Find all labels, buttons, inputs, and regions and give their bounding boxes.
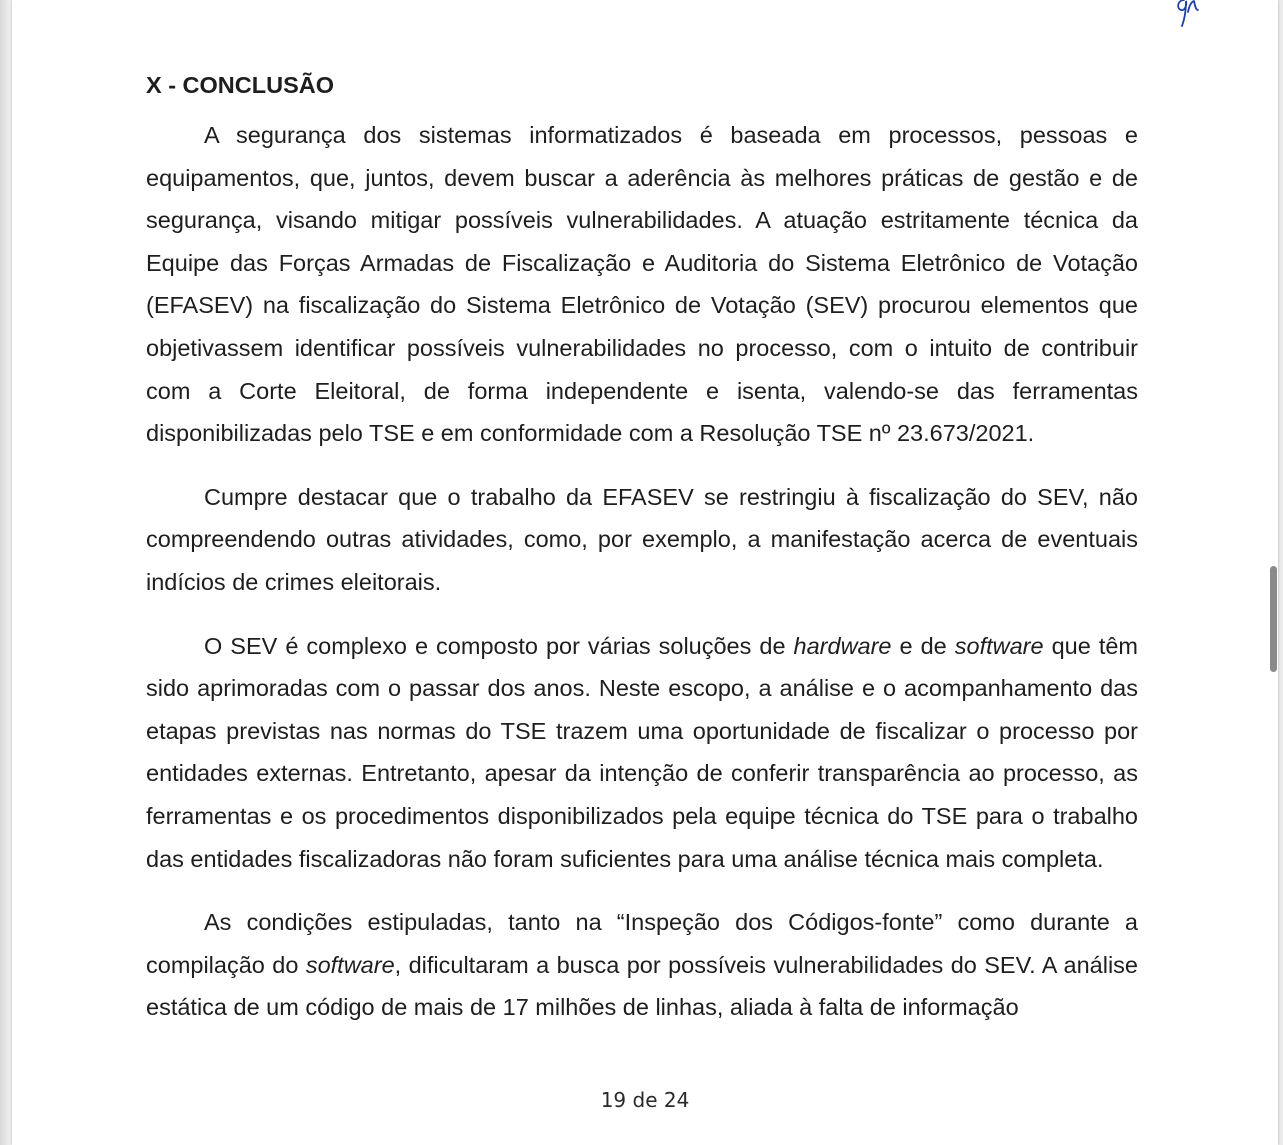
paragraph-3-text-a: O SEV é complexo e composto por várias soluções de bbox=[204, 632, 794, 659]
paragraph-3-text-b: e de bbox=[891, 632, 955, 659]
paragraph-4-text-a: As condições estipuladas, tanto na “Inspeção dos Códigos-fonte” como durante a compilação do bbox=[146, 909, 1138, 978]
document-page bbox=[12, 0, 1278, 1145]
paragraph-4-italic-software: software bbox=[305, 951, 395, 978]
paragraph-4-text-b: , dificultaram a busca por possíveis vulnerabilidades do SEV. A análise estática de um código de mais de 17 milhões de linhas, aliada à falta de informação bbox=[146, 951, 1138, 1021]
section-heading: X - CONCLUSÃO bbox=[146, 72, 334, 98]
paragraph-2 bbox=[146, 476, 1138, 604]
scrollbar-thumb[interactable] bbox=[1270, 566, 1277, 672]
paragraph-4 bbox=[146, 901, 1138, 1029]
paragraph-1 bbox=[146, 114, 1138, 455]
page-number: 19 de 24 bbox=[600, 1088, 690, 1112]
paragraph-3 bbox=[146, 625, 1138, 881]
paragraph-3-italic-hardware: hardware bbox=[793, 632, 892, 659]
paragraph-3-italic-software: software bbox=[954, 632, 1044, 659]
handwritten-initials-mark bbox=[1172, 0, 1206, 36]
paragraph-1-text: A segurança dos sistemas informatizados é baseada em processos, pessoas e equipamentos, que, juntos, devem buscar a aderência às melhores práticas de gestão e de segurança, visando mitigar possíveis vulnerabilidades. A atuação estritamente técnica da Equipe das Forças Armadas de Fiscalização e Auditoria do Sistema Eletrônico de Votação (EFASEV) na fiscalização do Sistema Eletrônico de Votação (SEV) procurou elementos que objetivassem identificar possíveis vulnerabilidades no processo, com o intuito de contribuir com a Corte Eleitoral, de forma independente e isenta, valendo-se das ferramentas disponibilizadas pelo TSE e em conformidade com a Resolução TSE nº 23.673/2021. bbox=[146, 122, 1138, 447]
page-left-edge bbox=[0, 0, 12, 1145]
paragraph-3-text-c: que têm sido aprimoradas com o passar dos anos. Neste escopo, a análise e o acompanhamento das etapas previstas nas normas do TSE trazem uma oportunidade de fiscalizar o processo por entidades externas. Entretanto, apesar da intenção de conferir transparência ao processo, as ferramentas e os procedimentos disponibilizados pela equipe técnica do TSE para o trabalho das entidades fiscalizadoras não foram suficientes para uma análise técnica mais completa. bbox=[146, 632, 1138, 872]
vertical-scrollbar[interactable] bbox=[1263, 0, 1283, 1145]
paragraph-2-text: Cumpre destacar que o trabalho da EFASEV se restringiu à fiscalização do SEV, não compreendendo outras atividades, como, por exemplo, a manifestação acerca de eventuais indícios de crimes eleitorais. bbox=[146, 483, 1138, 595]
document-body bbox=[146, 66, 1138, 1029]
